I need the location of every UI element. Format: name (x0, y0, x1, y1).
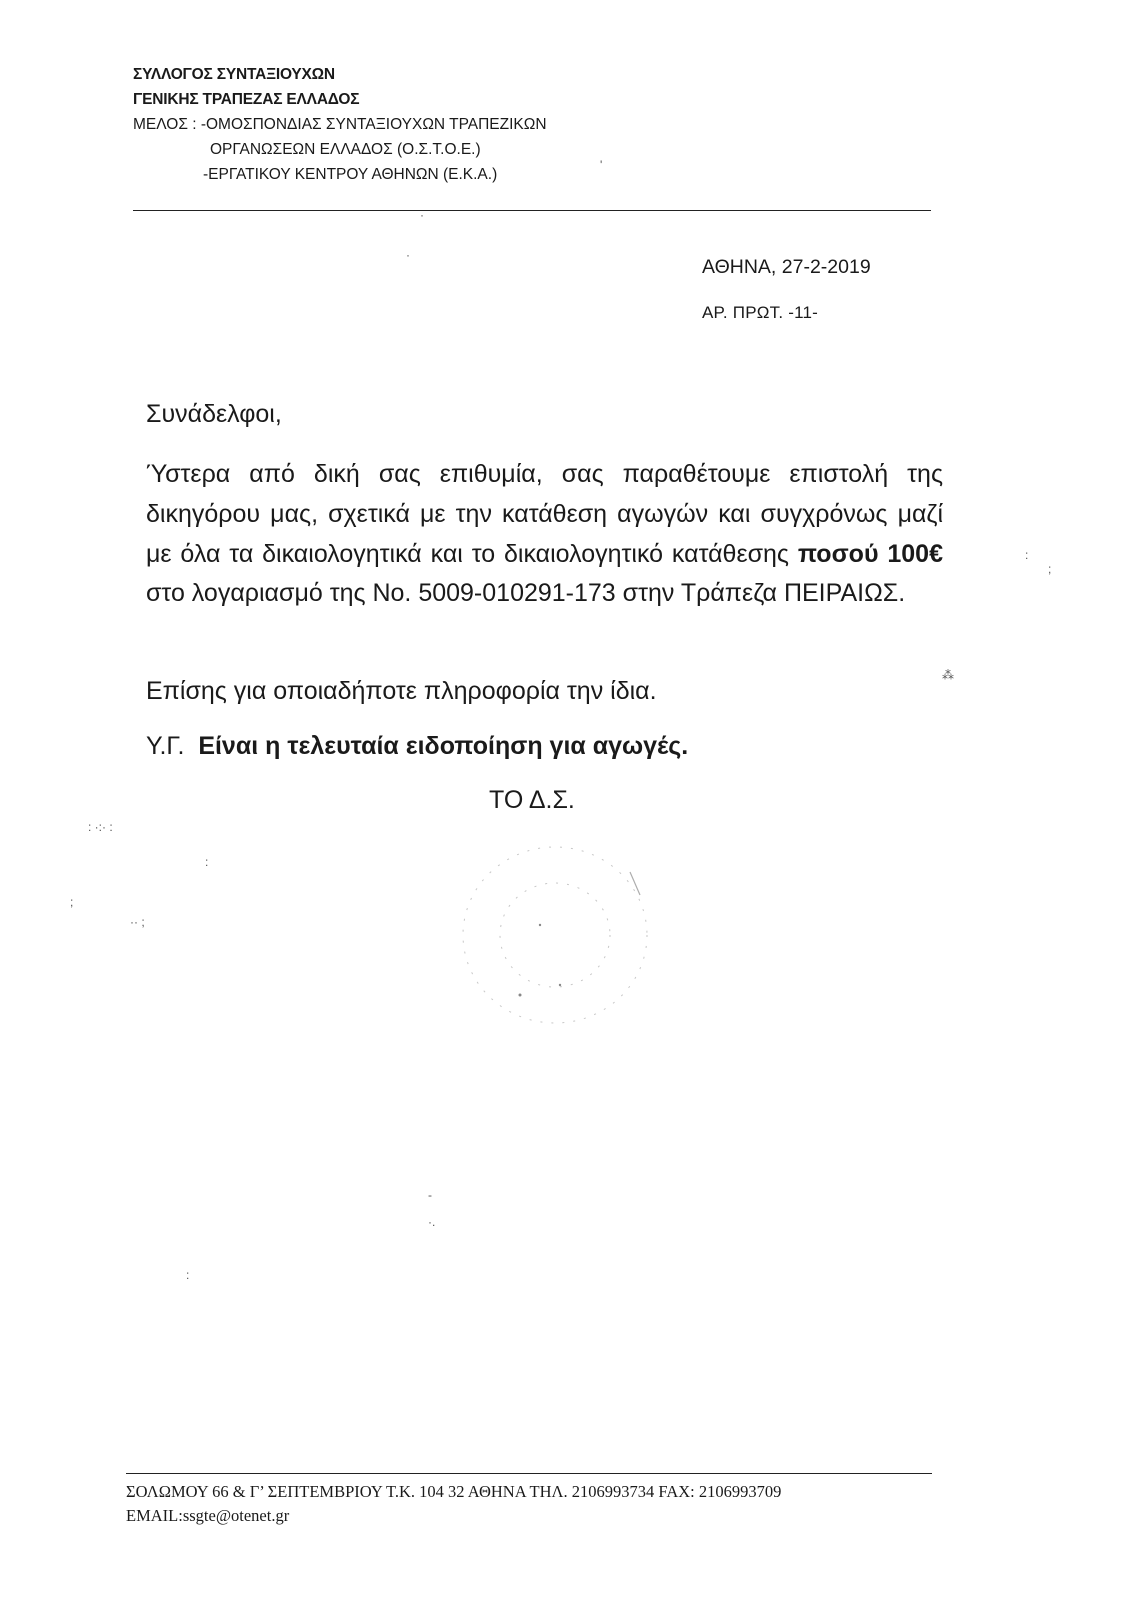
signature: ΤΟ Δ.Σ. (489, 786, 575, 814)
org-name-line2: ΓΕΝΙΚΗΣ ΤΡΑΠΕΖΑΣ ΕΛΛΑΔΟΣ (133, 91, 360, 108)
scan-speck: ; (1048, 562, 1052, 576)
letter-date: ΑΘΗΝΑ, 27-2-2019 (702, 256, 871, 278)
letterhead (133, 62, 547, 187)
scan-speck: : (1025, 548, 1029, 562)
main-paragraph (146, 455, 943, 614)
footer-divider (126, 1473, 932, 1474)
footer-email: EMAIL:ssgte@otenet.gr (126, 1506, 290, 1525)
scan-speck: : ·:· : (88, 820, 113, 834)
scan-speck: ; (70, 895, 74, 909)
scan-speck: : (205, 855, 209, 869)
greeting: Συνάδελφοι, (146, 400, 282, 428)
membership-line2: ΟΡΓΑΝΩΣΕΩΝ ΕΛΛΑΔΟΣ (Ο.Σ.Τ.Ο.Ε.) (210, 141, 481, 158)
scan-speck: ⁂ (942, 668, 954, 682)
membership-line1: ΜΕΛΟΣ : -ΟΜΟΣΠΟΝΔΙΑΣ ΣΥΝΤΑΞΙΟΥΧΩΝ ΤΡΑΠΕΖΙΚΩΝ (133, 116, 547, 133)
footer (126, 1480, 781, 1528)
info-line: Επίσης για οποιαδήποτε πληροφορία την ίδια. (146, 677, 657, 705)
scan-speck: · (406, 248, 410, 262)
postscript-text: Είναι η τελευταία ειδοποίηση για αγωγές. (198, 732, 689, 760)
scan-speck: : (186, 1268, 190, 1282)
scan-speck: · (420, 208, 424, 222)
paragraph-text-1: Ύστερα από δική σας επιθυμία, σας παραθέτουμε επιστολή της δικηγόρου μας, σχετικά με την κατάθεση αγωγών και συγχρόνως μαζί με όλα τα δικαιολογητικά και το δικαιολογητικό κατάθεσης (146, 460, 943, 568)
faint-stamp (440, 820, 680, 1040)
scan-speck: - (428, 1188, 432, 1202)
amount-highlight: ποσού 100€ (797, 539, 943, 568)
footer-address: ΣΟΛΩΜΟΥ 66 & Γ’ ΣΕΠΤΕΜΒΡΙΟΥ Τ.Κ. 104 32 ΑΘΗΝΑ ΤΗΛ. 2106993734 FAX: 2106993709 (126, 1482, 782, 1501)
membership-line3: -ΕΡΓΑΤΙΚΟΥ ΚΕΝΤΡΟΥ ΑΘΗΝΩΝ (Ε.Κ.Α.) (203, 166, 498, 183)
scan-speck: ·· ; (130, 915, 145, 929)
protocol-number: ΑΡ. ΠΡΩΤ. -11- (702, 303, 819, 322)
postscript-prefix: Υ.Γ. (146, 732, 185, 760)
paragraph-text-2: στο λογαριασμό της Νο. 5009-010291-173 στην Τράπεζα ΠΕΙΡΑΙΩΣ. (146, 579, 906, 608)
header-divider (133, 210, 931, 211)
postscript (146, 732, 688, 761)
scan-speck: ' (600, 158, 603, 172)
org-name-line1: ΣΥΛΛΟΓΟΣ ΣΥΝΤΑΞΙΟΥΧΩΝ (133, 66, 335, 83)
scan-speck: ·. (428, 1215, 436, 1229)
